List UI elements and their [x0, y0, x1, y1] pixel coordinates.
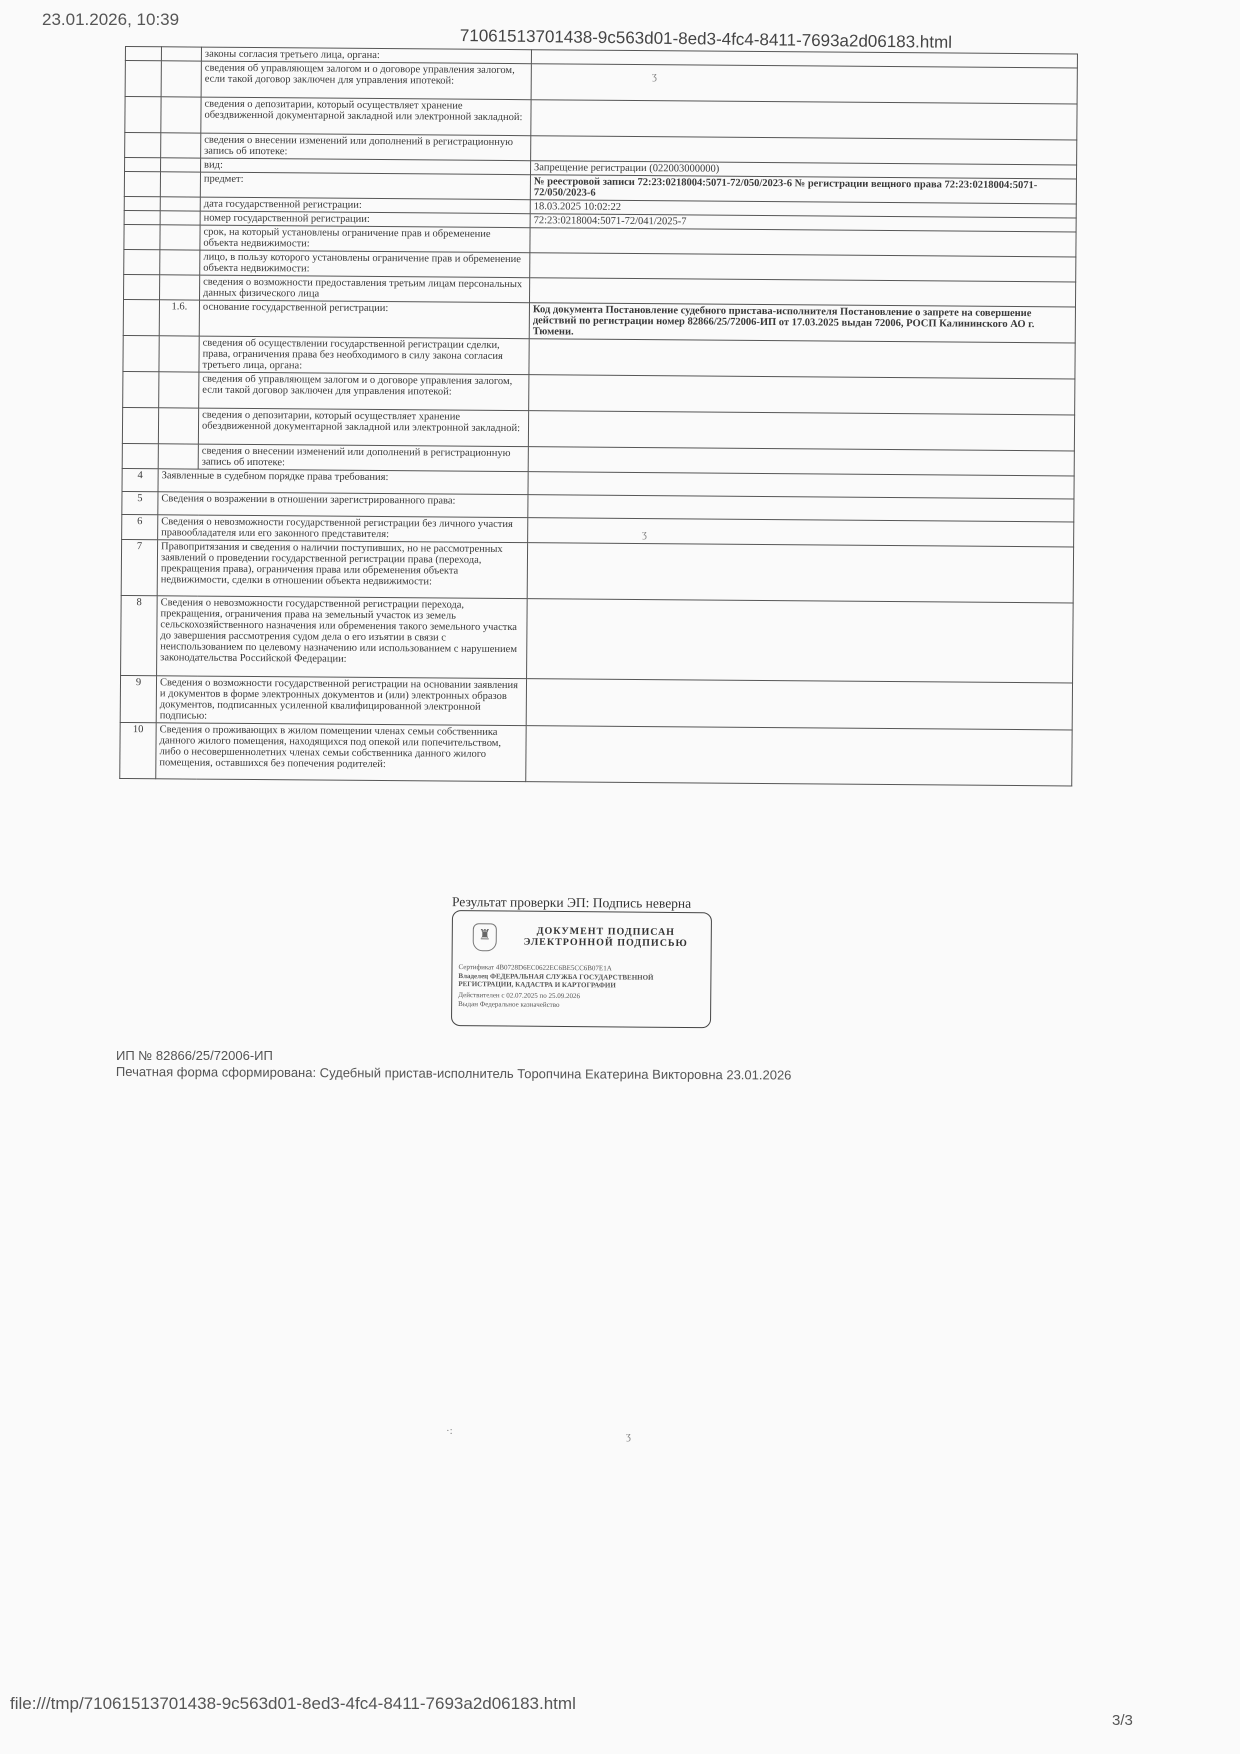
scan-speck: ·:	[446, 1425, 453, 1437]
row-value	[526, 726, 1072, 786]
page-number: 3/3	[1112, 1712, 1133, 1729]
row-number	[125, 97, 161, 133]
print-datetime: 23.01.2026, 10:39	[42, 10, 180, 29]
row-subnumber	[160, 172, 200, 197]
row-label: дата государственной регистрации:	[200, 197, 530, 214]
registry-table	[119, 46, 1078, 786]
row-label: основание государственной регистрации:	[199, 300, 529, 339]
row-number	[124, 196, 160, 210]
row-subnumber	[161, 47, 201, 61]
file-url: file:///tmp/71061513701438-9c563d01-8ed3-4fc4-8411-7693a2d06183.html	[10, 1694, 576, 1713]
row-value	[529, 339, 1075, 379]
row-number	[125, 158, 161, 172]
row-number: 6	[122, 514, 158, 539]
stamp-validity: Действителен с 02.07.2025 по 25.09.2026	[458, 991, 581, 1001]
table-row	[121, 539, 1073, 602]
row-label: сведения об управляющем залогом и о договоре управления залогом, если такой договор заключен для управления ипотекой:	[201, 61, 531, 100]
row-label: Сведения о невозможности государственной регистрации без личного участия правообладателя или его законного представителя:	[158, 515, 528, 543]
row-label: сведения о внесении изменений или дополнений в регистрационную запись об ипотеке:	[201, 133, 531, 161]
row-subnumber	[160, 197, 200, 211]
row-subnumber	[161, 61, 201, 97]
row-number: 4	[122, 468, 158, 491]
row-number: 9	[120, 675, 156, 722]
row-subnumber	[161, 133, 201, 158]
row-label: сведения о возможности предоставления третьим лицам персональных данных физического лица	[200, 275, 530, 303]
row-subnumber	[159, 336, 199, 372]
row-label: Правопритязания и сведения о наличии поступивших, но не рассмотренных заявлений о проведении государственной регистрации права (перехода, прекращения права), ограничения права или обременения объекта недвижимости, сделки в отношении объекта недвижимости:	[157, 540, 527, 599]
row-value	[531, 64, 1077, 104]
scan-speck: ʒ	[642, 528, 647, 540]
signature-check-result: Результат проверки ЭП: Подпись неверна	[451, 894, 692, 911]
row-number	[124, 249, 160, 274]
row-value: Код документа Постановление судебного пристава-исполнителя Постановление о запрете на совершение действий по регистрации номер 82866/25/72006-ИП от 17.03.2025 выдан 72006, РОСП Калининского АО г. Тюмени.	[529, 303, 1075, 343]
row-label: законы согласия третьего лица, органа:	[201, 47, 531, 64]
row-number: 10	[120, 722, 156, 778]
row-label: номер государственной регистрации:	[200, 211, 530, 228]
row-value: 18.03.2025 10:02:22	[530, 200, 1076, 218]
row-number	[122, 407, 158, 443]
row-value	[526, 679, 1072, 730]
stamp-certificate: Сертификат 4B0728D6EC0622EC6BE5CC6B07E1A	[458, 963, 612, 973]
row-label: сведения о депозитарии, который осуществляет хранение обездвиженной документарной закладной или электронной закладной:	[201, 97, 531, 136]
row-label: Сведения о проживающих в жилом помещении членах семьи собственника данного жилого помещения, находящихся под опекой или попечительством, либо о несовершеннолетних членах семьи собственника данного жилого помещения, оставшихся без попечения родителей:	[156, 723, 526, 782]
row-label: сведения о внесении изменений или дополнений в регистрационную запись об ипотеке:	[198, 444, 528, 472]
row-number	[123, 335, 159, 371]
row-number	[124, 224, 160, 249]
print-form-note: Печатная форма сформирована: Судебный пристав-исполнитель Торопчина Екатерина Викторовна 23.01.2026	[115, 1064, 792, 1083]
row-subnumber: 1.6.	[159, 300, 199, 336]
row-number	[125, 133, 161, 158]
row-number	[125, 61, 161, 97]
row-subnumber	[158, 444, 198, 469]
row-label: сведения о депозитарии, который осуществляет хранение обездвиженной документарной закладной или электронной закладной:	[198, 408, 528, 447]
row-label: Сведения о невозможности государственной регистрации перехода, прекращения, ограничения права на земельный участок из земель сельскохозяйственного назначения или обременения такого земельного участка до завершения рассмотрения судом дела о его изъятии в связи с неиспользованием по целевому назначению или использованием с нарушением законодательства Российской Федерации:	[157, 596, 528, 679]
row-number	[124, 172, 160, 197]
document-filename-header: 71061513701438-9c563d01-8ed3-4fc4-8411-7693a2d06183.html	[459, 26, 953, 52]
row-label: предмет:	[200, 172, 530, 200]
row-number: 7	[121, 539, 157, 595]
row-number	[123, 299, 159, 335]
row-value	[528, 411, 1074, 451]
row-label: Сведения о возражении в отношении зарегистрированного права:	[158, 492, 528, 518]
row-subnumber	[160, 275, 200, 300]
row-subnumber	[161, 158, 201, 172]
row-subnumber	[160, 211, 200, 225]
table-row	[120, 722, 1072, 785]
row-subnumber	[158, 408, 198, 444]
row-label: срок, на который установлены ограничение прав и обременение объекта недвижимости:	[200, 225, 530, 253]
row-label: Заявленные в судебном порядке права требования:	[158, 469, 528, 495]
row-label: сведения об управляющем залогом и о договоре управления залогом, если такой договор заключен для управления ипотекой:	[199, 372, 529, 411]
row-number: 8	[121, 595, 158, 675]
table-row	[120, 675, 1072, 729]
coat-of-arms-icon: ♜	[473, 923, 497, 951]
row-label: вид:	[201, 158, 531, 175]
row-subnumber	[161, 97, 201, 133]
row-value	[529, 375, 1075, 415]
row-value	[527, 599, 1074, 683]
row-label: Сведения о возможности государственной регистрации на основании заявления и документов в форме электронных документов и (или) электронных образов документов, подписанных усиленной квалифицированной электронной подписью:	[156, 676, 526, 726]
stamp-owner: Владелец ФЕДЕРАЛЬНАЯ СЛУЖБА ГОСУДАРСТВЕННОЙ РЕГИСТРАЦИИ, КАДАСТРА И КАРТОГРАФИИ	[458, 972, 654, 990]
row-number	[125, 47, 161, 61]
scan-speck: ʒ	[626, 1430, 631, 1442]
row-number	[124, 210, 160, 224]
row-subnumber	[160, 225, 200, 250]
row-number	[123, 371, 159, 407]
stamp-title: ДОКУМЕНТ ПОДПИСАН ЭЛЕКТРОННОЙ ПОДПИСЬЮ	[523, 925, 688, 950]
row-subnumber	[160, 250, 200, 275]
row-value: 72:23:0218004:5071-72/041/2025-7	[530, 214, 1076, 232]
row-number	[122, 443, 158, 468]
row-number: 5	[122, 491, 158, 514]
scan-speck: ʒ	[652, 70, 657, 82]
row-label: лицо, в пользу которого установлены ограничение прав и обременение объекта недвижимости:	[200, 250, 530, 278]
registry-table-container	[119, 46, 1077, 786]
stamp-issuer: Выдан Федеральное казначейство	[458, 1000, 560, 1009]
row-value	[527, 543, 1073, 603]
row-label: сведения об осуществлении государственной регистрации сделки, права, ограничения права без необходимого в силу закона согласия третьего лица, органа:	[199, 336, 529, 375]
row-subnumber	[159, 372, 199, 408]
enforcement-case-number: ИП № 82866/25/72006-ИП	[116, 1048, 273, 1063]
electronic-signature-stamp	[451, 910, 712, 1028]
row-value: Запрещение регистрации (022003000000)	[531, 161, 1077, 179]
row-value	[531, 100, 1077, 140]
row-number	[124, 274, 160, 299]
table-row	[121, 595, 1074, 682]
row-value: № реестровой записи 72:23:0218004:5071-72/050/2023-6 № регистрации вещного права 72:23:0218004:5071-72/050/2023-6	[530, 175, 1076, 204]
